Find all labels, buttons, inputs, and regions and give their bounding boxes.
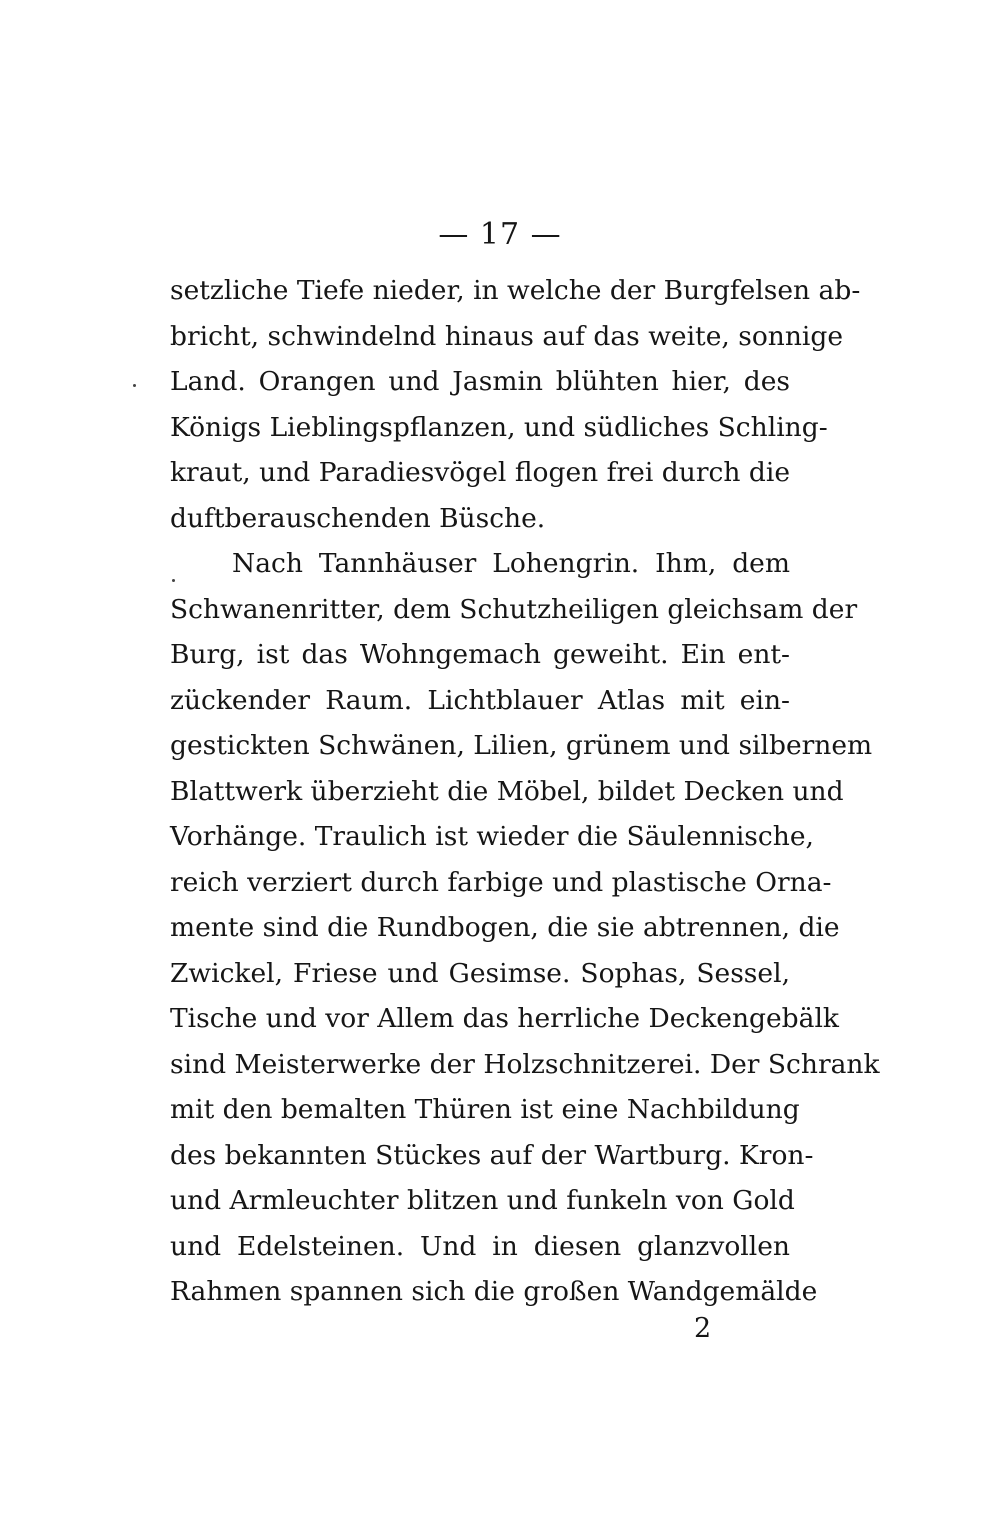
text-line: Zwickel, Friese und Gesimse. Sophas, Sessel,	[170, 957, 790, 989]
text-line: setzliche Tiefe nieder, in welche der Burgfelsen ab-	[170, 275, 861, 306]
paragraph-end-line: duftberauschenden Büsche.	[170, 502, 546, 534]
body-text	[170, 268, 880, 1315]
text-line: mente sind die Rundbogen, die sie abtrennen, die	[170, 912, 840, 943]
text-line: sind Meisterwerke der Holzschnitzerei. Der Schrank	[170, 1048, 880, 1080]
paragraph-start-line: Nach Tannhäuser Lohengrin. Ihm, dem	[232, 548, 790, 579]
text-line: und Armleuchter blitzen und funkeln von Gold	[170, 1185, 795, 1216]
text-line: Burg, ist das Wohngemach geweiht. Ein ent-	[170, 639, 790, 670]
text-line: reich verziert durch farbige und plastische Orna-	[170, 866, 832, 898]
text-line: kraut, und Paradiesvögel flogen frei durch die	[170, 457, 790, 488]
text-line: mit den bemalten Thüren ist eine Nachbildung	[170, 1094, 800, 1125]
signature-mark: 2	[694, 1313, 712, 1344]
text-line: und Edelsteinen. Und in diesen glanzvollen	[170, 1230, 790, 1262]
print-speck	[172, 579, 175, 582]
page-number: — 17 —	[438, 217, 562, 252]
text-line: zückender Raum. Lichtblauer Atlas mit ein-	[170, 684, 790, 716]
text-line: gestickten Schwänen, Lilien, grünem und silbernem	[170, 730, 873, 761]
text-line: Königs Lieblingspflanzen, und südliches Schling-	[170, 411, 828, 443]
text-line: Rahmen spannen sich die großen Wandgemälde	[170, 1276, 818, 1307]
text-line: des bekannten Stückes auf der Wartburg. Kron-	[170, 1139, 814, 1171]
text-line: Tische und vor Allem das herrliche Deckengebälk	[170, 1003, 839, 1034]
text-line: bricht, schwindelnd hinaus auf das weite, sonnige	[170, 320, 844, 352]
text-line: Vorhänge. Traulich ist wieder die Säulennische,	[170, 821, 814, 852]
text-line: Blattwerk überzieht die Möbel, bildet Decken und	[170, 775, 844, 807]
text-line: Land. Orangen und Jasmin blühten hier, des	[170, 366, 790, 397]
text-line: Schwanenritter, dem Schutzheiligen gleichsam der	[170, 593, 858, 625]
print-speck	[133, 384, 136, 387]
